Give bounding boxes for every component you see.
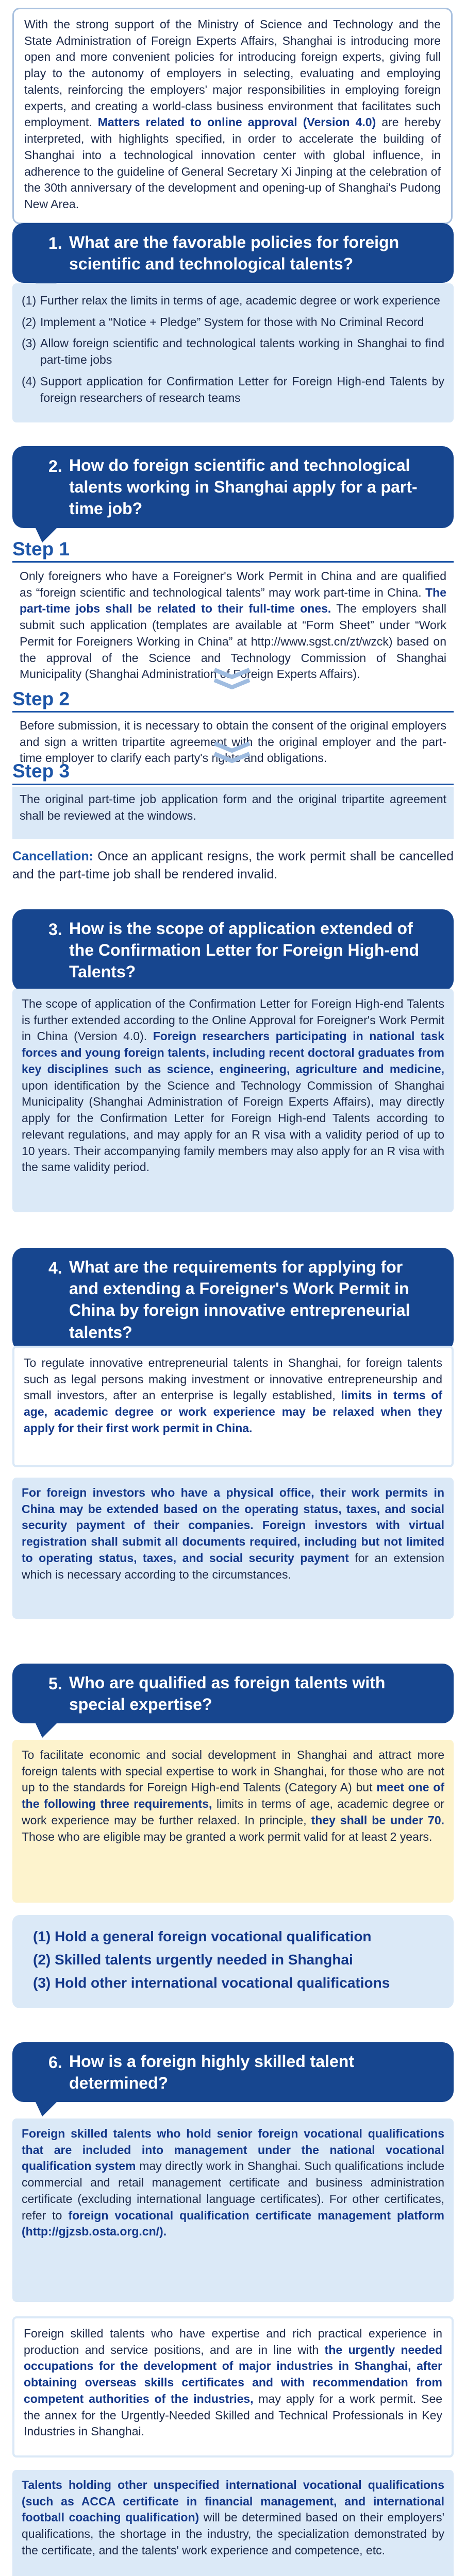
q2-number: 2. bbox=[48, 457, 62, 476]
q5-heading bbox=[12, 1664, 454, 1723]
q5-panel: To facilitate economic and social development in Shanghai and attract more foreign talents with special expertise to work in Shanghai, for those who are not up to the standards for Foreign High-end Talents (Category A) but meet one of the following three requirements, limits in terms of age, academic degree or work experience may be further relaxed. In principle, they shall be under 70. Those who are eligible may be granted a work permit valid for at least 2 years. bbox=[12, 1740, 454, 1903]
q4-number: 4. bbox=[48, 1259, 62, 1277]
divider bbox=[12, 561, 454, 563]
step3-label: Step 3 bbox=[12, 760, 70, 782]
q6-panel-2: Foreign skilled talents who have expertise and rich practical experience in production and service positions, and are in line with the urgently needed occupations for the development of major industries in Shanghai, after obtaining overseas skills certificates and with recommendation from competent authorities of the industries, may apply for a work permit. See the annex for the Urgently-Needed Skilled and Technical Professionals in Key Industries in Shanghai. bbox=[12, 2316, 454, 2458]
list-item: (2) Implement a “Notice + Pledge” System for those with No Criminal Record bbox=[22, 315, 424, 329]
q1-number: 1. bbox=[48, 234, 62, 252]
q4-heading bbox=[12, 1248, 454, 1351]
step2-text: Before submission, it is necessary to obtain the consent of the original employers and sign a written tripartite agreement with the original employer and the part-time employer to clarify each party's rights and obligations. bbox=[20, 719, 446, 765]
chevron-down-icon bbox=[210, 740, 254, 765]
list-item: (2) Skilled talents urgently needed in Shanghai bbox=[33, 1951, 353, 1968]
q1-title: What are the favorable policies for foreign scientific and technological talents? bbox=[69, 233, 400, 274]
q6-heading bbox=[12, 2042, 454, 2102]
cancellation-label: Cancellation: bbox=[12, 849, 93, 863]
cancellation-note: Cancellation: Once an applicant resigns, the work permit shall be cancelled and the part-time job shall be rendered invalid. bbox=[12, 849, 454, 882]
q2-title: How do foreign scientific and technological talents working in Shanghai apply for a part-time job? bbox=[69, 456, 418, 518]
qualifications-box bbox=[12, 1915, 454, 2008]
step3-text: The original part-time job application form and the original tripartite agreement shall be reviewed at the windows. bbox=[12, 787, 454, 839]
q3-panel: The scope of application of the Confirmation Letter for Foreign High-end Talents is further extended according to the Online Approval for Foreigner's Work Permit in China (Version 4.0). Foreign researchers participating in national task forces and young foreign talents, including recent doctoral graduates from key disciplines such as science, engineering, agriculture and medicine, upon identification by the Science and Technology Commission of Shanghai Municipality (Shanghai Administration of Foreign Experts Affairs), may directly apply for the Confirmation Letter for Foreign High-end Talents according to relevant regulations, and may apply for an R visa with a validity period of up to 10 years. Their accompanying family members may also apply for an R visa with the same validity period. bbox=[12, 989, 454, 1212]
q5-number: 5. bbox=[48, 1674, 62, 1693]
chevron-down-icon bbox=[210, 667, 254, 691]
q4-title: What are the requirements for applying for and extending a Foreigner's Work Permit in China by foreign innovative entrepreneurial talents? bbox=[69, 1258, 410, 1342]
q5-title: Who are qualified as foreign talents with special expertise? bbox=[69, 1673, 386, 1714]
q6-panel-3: Talents holding other unspecified international vocational qualifications (such as ACCA certificate in financial management, and international football coaching qualification) will be determined based on their employers' qualifications, the shortage in the industry, the specialization demonstrated by the certificate, and the talents' work experience and competence, etc. bbox=[12, 2470, 454, 2576]
list-item: (3) Allow foreign scientific and technological talents working in Shanghai to find part-time jobs bbox=[22, 336, 444, 367]
q1-heading bbox=[12, 223, 454, 283]
divider bbox=[12, 784, 454, 785]
intro-bold: Matters related to online approval (Version 4.0) bbox=[97, 115, 376, 129]
q3-title: How is the scope of application extended of the Confirmation Letter for Foreign High-end Talents? bbox=[69, 919, 420, 981]
q6-number: 6. bbox=[48, 2053, 62, 2072]
q1-panel bbox=[12, 283, 454, 422]
q3-heading bbox=[12, 909, 454, 991]
list-item: (1) Hold a general foreign vocational qualification bbox=[33, 1928, 372, 1944]
step1-text: Only foreigners who have a Foreigner's Work Permit in China and are qualified as “foreign scientific and technological talents” may work part-time in China. The part-time jobs shall be related to their full-time ones. The employers shall submit such application (templates are available at “Form Sheet” under “Work Permit for Foreigners Working in China” at http://www.sgst.cn/zt/wzck) based on the approval of the Science and Technology Commission of Shanghai Municipality (Shanghai Administration of Foreign Experts Affairs). bbox=[20, 569, 446, 681]
divider bbox=[12, 711, 454, 713]
step1-label: Step 1 bbox=[12, 538, 70, 560]
q4-panel-1: To regulate innovative entrepreneurial talents in Shanghai, for foreign talents such as legal persons making investment or innovative entrepreneurship and small investors, after an enterprise is legally established, limits in terms of age, academic degree or work experience may be relaxed when they apply for their first work permit in China. bbox=[12, 1346, 454, 1467]
q2-heading bbox=[12, 446, 454, 528]
intro-box bbox=[12, 8, 453, 224]
intro-text: With the strong support of the Ministry of Science and Technology and the State Administration of Foreign Experts Affairs, Shanghai is introducing more open and more convenient policies for introducing foreign experts, giving full play to the autonomy of employers in selecting, evaluating and employing talents, reinforcing the employers' major responsibilities in employing foreign experts, and creating a world-class business environment that facilitates such employment. bbox=[24, 18, 441, 129]
list-item: (3) Hold other international vocational qualifications bbox=[33, 1974, 390, 1991]
q3-number: 3. bbox=[48, 920, 62, 939]
q6-panel-1: Foreign skilled talents who hold senior foreign vocational qualifications that are included into management under the national vocational qualification system may directly work in Shanghai. Such qualifications include commercial and retail management certificate and business administration certificate (excluding international language certificates). For other certificates, refer to foreign vocational qualification certificate management platform (http://gjzsb.osta.org.cn/). bbox=[12, 2119, 454, 2302]
q4-panel-2: For foreign investors who have a physical office, their work permits in China may be extended based on the operating status, taxes, and social security payment of their companies. Foreign investors with virtual registration shall submit all documents required, including but not limited to operating status, taxes, and social security payment for an extension which is necessary according to the circumstances. bbox=[12, 1478, 454, 1619]
q6-title: How is a foreign highly skilled talent determined? bbox=[69, 2052, 354, 2093]
list-item: (4) Support application for Confirmation Letter for Foreign High-end Talents by foreign researchers of research teams bbox=[22, 374, 444, 404]
intro-tail: are hereby interpreted, with highlights specified, in order to accelerate the building of Shanghai into a technological innovation center with global influence, in adherence to the guideline of General Secretary Xi Jinping at the celebration of the 30th anniversary of the development and opening-up of Shanghai's Pudong New Area. bbox=[24, 115, 441, 211]
step2-label: Step 2 bbox=[12, 688, 70, 709]
list-item: (1) Further relax the limits in terms of age, academic degree or work experience bbox=[22, 294, 440, 307]
